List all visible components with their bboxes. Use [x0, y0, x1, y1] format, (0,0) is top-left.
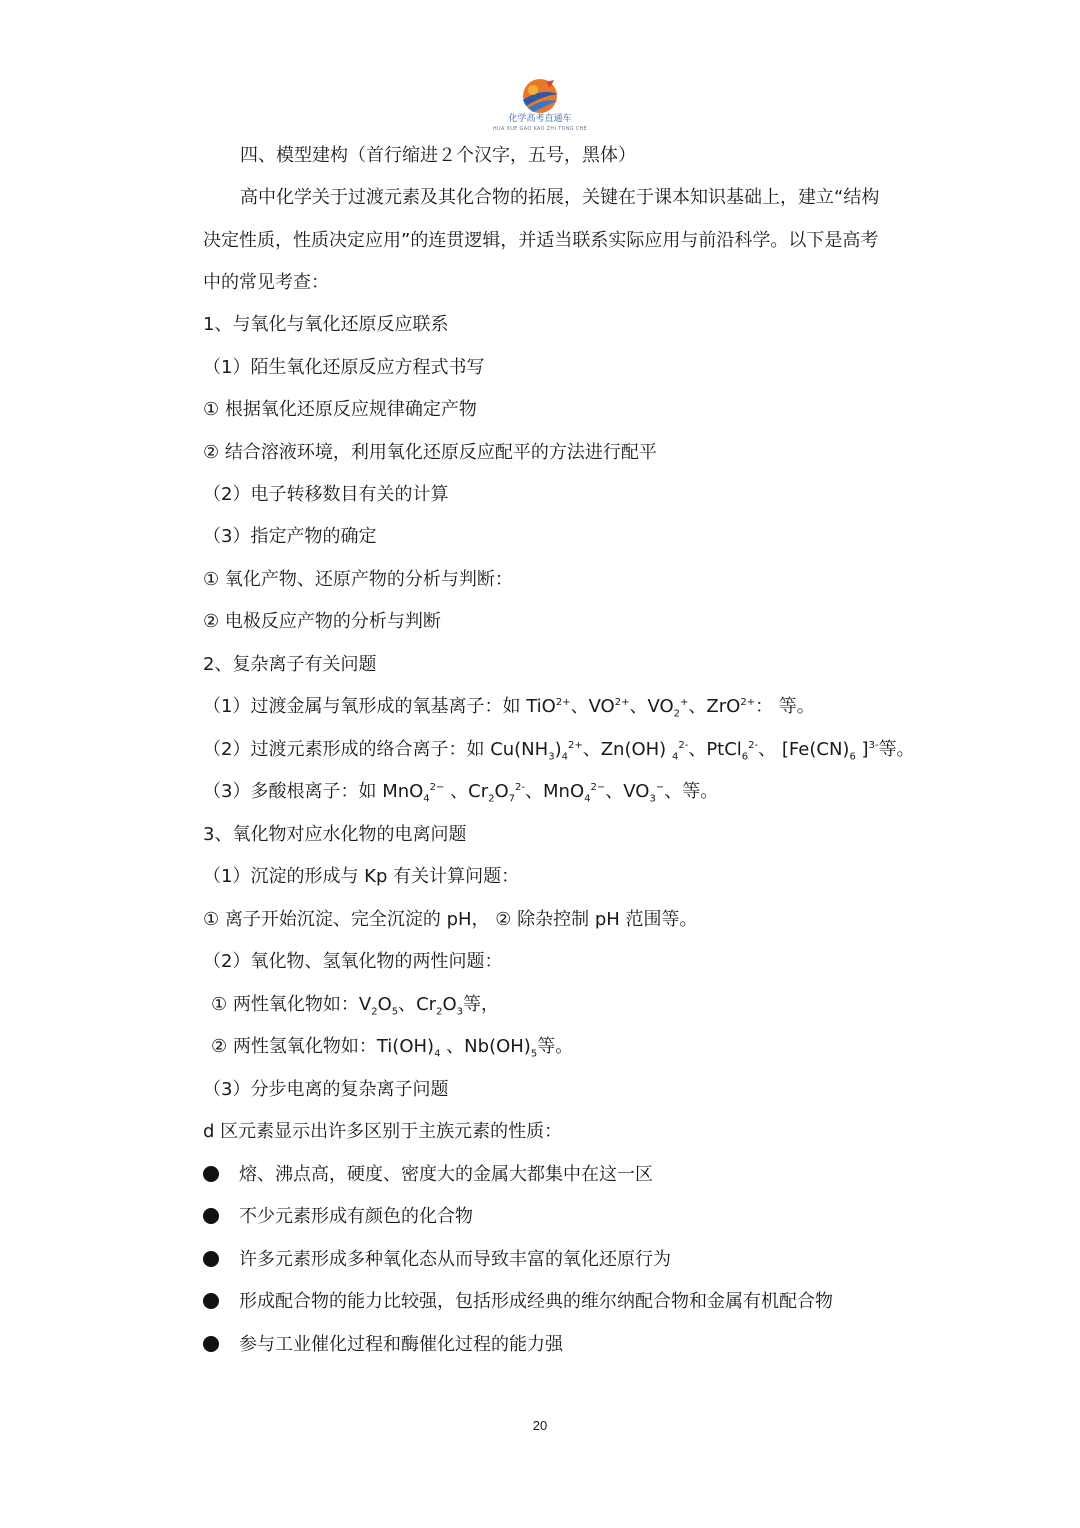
- sec3-item-1a: ① 离子开始沉淀、完全沉淀的 pH， ② 除杂控制 pH 范围等。: [203, 909, 698, 930]
- section-heading: 四、模型建构（首行缩进２个汉字，五号，黑体）: [240, 145, 636, 166]
- sec3-item-2a: ① 两性氧化物如：$V_2O_5$、$Cr_2O_3$等，: [211, 994, 499, 1018]
- bullet-item: 许多元素形成多种氧化态从而导致丰富的氧化还原行为: [203, 1248, 671, 1272]
- formula-tio: TiO$^{2+}$: [526, 696, 571, 717]
- formula-cr2o3: $Cr_2O_3$: [416, 994, 463, 1018]
- bullet-item: 熔、沸点高，硬度、密度大的金属大都集中在这一区: [203, 1163, 653, 1187]
- bullet-icon: [203, 1166, 219, 1182]
- formula-fe-cn: [$Fe(CN)_6$ ]$^{3-}$: [781, 739, 879, 763]
- bullet-icon: [203, 1336, 219, 1352]
- bullet-icon: [203, 1208, 219, 1224]
- formula-zn-oh: Zn(OH) $_4^{2-}$: [600, 739, 689, 763]
- sec1-item-3: （3）指定产物的确定: [203, 526, 377, 547]
- formula-mno4-2: MnO$_4^{2-}$: [543, 781, 606, 805]
- sec2-item-1-prefix: （1）过渡金属与氧形成的氧基离子：如: [203, 696, 527, 717]
- formula-zro: ZrO$^{2+}$: [706, 696, 756, 717]
- formula-vo3: $VO_3^-$: [623, 781, 665, 805]
- sec1-item-1b: ② 结合溶液环境，利用氧化还原反应配平的方法进行配平: [203, 442, 657, 463]
- sec2-item-2: （2）过渡元素形成的络合离子：如 $Cu(NH_3)_4^{2+}$、Zn(OH) $_4^{2-}$、PtCl$_6^{2-}$、 [$Fe(CN)_6$ ]$^{3-}$等。: [203, 739, 915, 763]
- logo-caption-text: 化学高考直通车: [508, 114, 572, 124]
- logo-caption: [490, 114, 590, 134]
- bullet-icon: [203, 1251, 219, 1267]
- formula-cu-nh3: $Cu(NH_3)_4^{2+}$: [490, 739, 583, 763]
- formula-vo: $VO^{2+}$: [588, 696, 630, 717]
- bullet-item: 形成配合物的能力比较强，包括形成经典的维尔纳配合物和金属有机配合物: [203, 1290, 833, 1314]
- bullet-item: 参与工业催化过程和酶催化过程的能力强: [203, 1333, 563, 1357]
- intro-line-1: 高中化学关于过渡元素及其化合物的拓展，关键在于课本知识基础上，建立“结构: [240, 187, 880, 208]
- bullet-icon: [203, 1293, 219, 1309]
- dblock-title: d 区元素显示出许多区别于主族元素的性质：: [203, 1121, 563, 1142]
- page-number: 20: [532, 1418, 548, 1433]
- bullet-item: 不少元素形成有颜色的化合物: [203, 1205, 473, 1229]
- sec1-item-1: （1）陌生氧化还原反应方程式书写: [203, 357, 485, 378]
- sec1-item-1a: ① 根据氧化还原反应规律确定产物: [203, 399, 477, 420]
- sec2-item-1: （1）过渡金属与氧形成的氧基离子：如 TiO$^{2+}$、$VO^{2+}$、$VO_2^+$、ZrO$^{2+}$： 等。: [203, 696, 815, 720]
- formula-ti-oh4: $Ti(OH)_4$: [376, 1036, 441, 1060]
- sec3-item-1: （1）沉淀的形成与 Kp 有关计算问题：: [203, 866, 520, 887]
- intro-line-3: 中的常见考查：: [203, 272, 329, 293]
- sec1-item-3b: ② 电极反应产物的分析与判断: [203, 611, 441, 632]
- sec2-title: 2、复杂离子有关问题: [203, 654, 377, 675]
- formula-ptcl: PtCl$_6^{2-}$: [706, 739, 759, 763]
- sec1-item-3a: ① 氧化产物、还原产物的分析与判断：: [203, 569, 513, 590]
- formula-cr2o7: $Cr_2O_7^{2-}$: [468, 781, 526, 805]
- sec3-item-2: （2）氧化物、氢氧化物的两性问题：: [203, 951, 503, 972]
- sec3-item-3: （3）分步电离的复杂离子问题: [203, 1079, 449, 1100]
- formula-nb-oh5: $Nb(OH)_5$: [464, 1036, 538, 1060]
- sec3-item-2b: ② 两性氢氧化物如：$Ti(OH)_4$ 、$Nb(OH)_5$等。: [211, 1036, 574, 1060]
- sec1-item-2: （2）电子转移数目有关的计算: [203, 484, 449, 505]
- formula-mno4: MnO$_4^{2-}$: [382, 781, 445, 805]
- formula-v2o5: $V_2O_5$: [358, 994, 399, 1018]
- formula-vo2: $VO_2^+$: [647, 696, 689, 720]
- logo-caption-sub: HUA XUE GAO KAO ZHI TONG CHE: [492, 126, 588, 132]
- sec1-title: 1、与氧化与氧化还原反应联系: [203, 314, 449, 335]
- intro-line-2: 决定性质，性质决定应用”的连贯逻辑，并适当联系实际应用与前沿科学。以下是高考: [203, 230, 879, 251]
- sec2-item-3: （3）多酸根离子：如 MnO$_4^{2-}$ 、$Cr_2O_7^{2-}$、MnO$_4^{2-}$、$VO_3^-$、等。: [203, 781, 719, 805]
- sec3-title: 3、氧化物对应水化物的电离问题: [203, 824, 467, 845]
